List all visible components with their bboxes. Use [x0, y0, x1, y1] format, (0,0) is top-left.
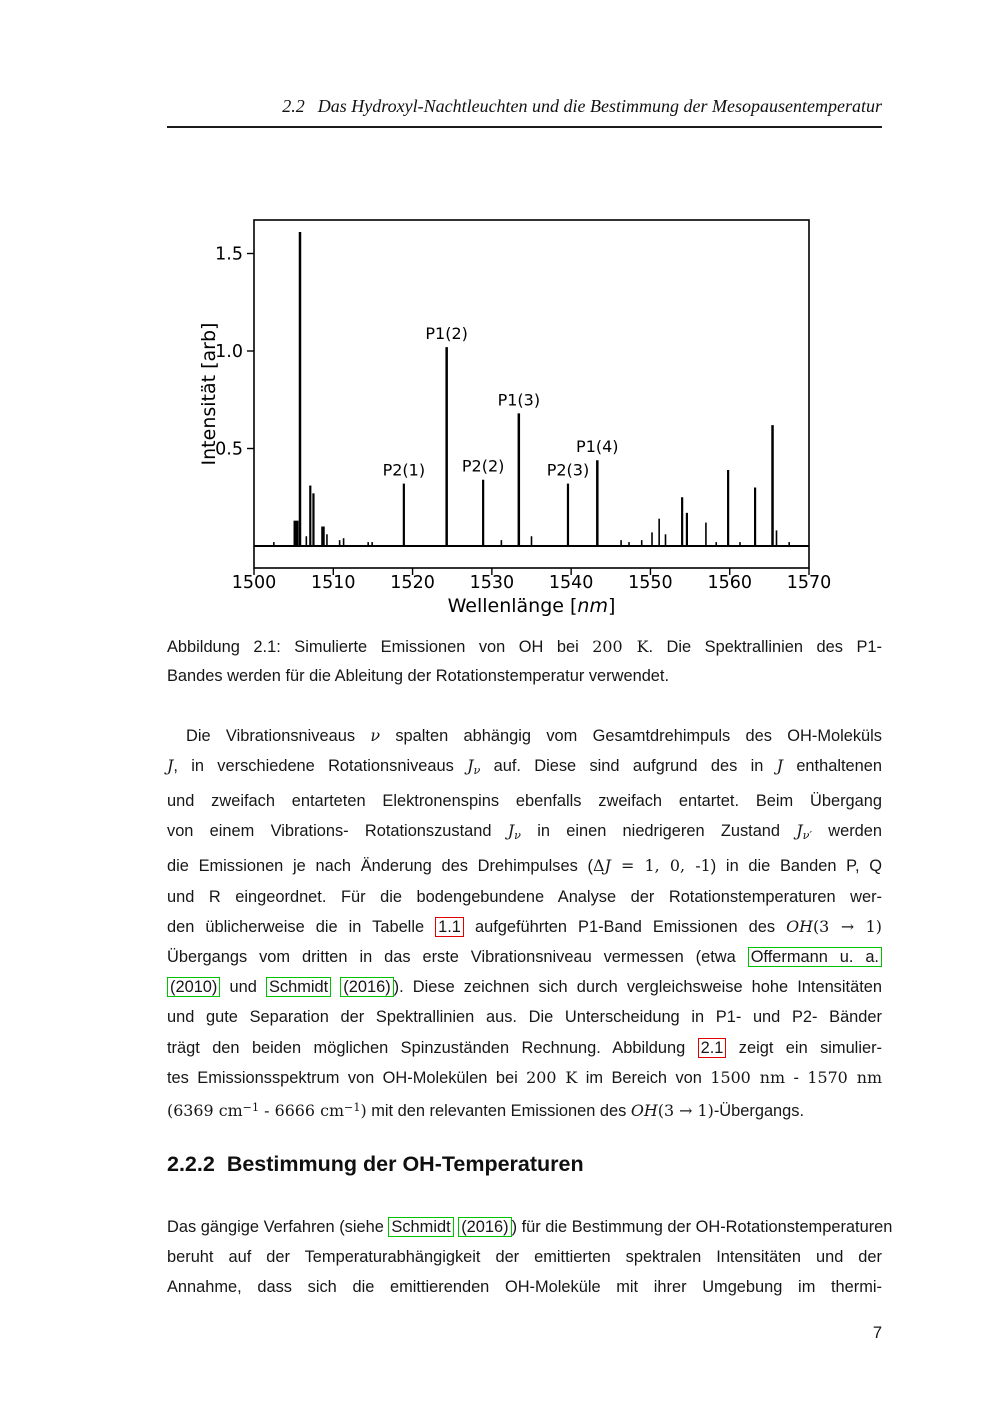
text-segment: ν′ [802, 829, 812, 843]
text-line [167, 632, 882, 662]
text-line [167, 942, 882, 972]
text-segment: werden [811, 822, 882, 841]
text-segment: ν [514, 829, 521, 843]
text-segment: J [796, 821, 803, 841]
text-segment: die Emissionen je nach Änderung des Drehimpulses ( [167, 857, 593, 876]
text-line [167, 751, 882, 786]
running-header-section-number: 2.2 [282, 96, 305, 116]
section-heading-title: Bestimmung der OH-Temperaturen [226, 1152, 584, 1176]
text-segment: ν [473, 763, 481, 777]
text-segment: Bandes werden für die Ableitung der Rotationstemperatur verwendet. [167, 667, 670, 685]
running-header [167, 96, 882, 117]
internal-reference-link[interactable]: 1.1 [435, 917, 464, 937]
peak-label: P1(3) [497, 390, 541, 410]
peak-label: P2(3) [546, 460, 590, 480]
x-axis-label: Wellenlänge [nm] [447, 595, 616, 617]
text-line [167, 816, 882, 851]
text-segment: in einen niedrigeren Zustand [520, 822, 797, 841]
text-segment: 1570 nm [807, 1067, 883, 1087]
page-number: 7 [872, 1324, 882, 1342]
y-tick-label: 1.5 [215, 244, 243, 265]
text-segment: ) [360, 1101, 367, 1121]
text-line [167, 1242, 882, 1272]
paragraph-1 [167, 721, 882, 1126]
text-segment: −1 [242, 1101, 260, 1114]
spectrum-chart-svg [180, 170, 840, 622]
text-segment: J [604, 856, 611, 876]
text-segment: ν [370, 726, 381, 745]
text-segment: 1500 nm [710, 1067, 786, 1087]
text-segment: - [785, 1068, 808, 1087]
internal-reference-link[interactable]: 2.1 [698, 1038, 727, 1058]
section-heading-number: 2.2.2 [167, 1152, 215, 1176]
text-line [167, 851, 882, 881]
text-segment: 200 K [526, 1067, 578, 1087]
text-segment: (6369 cm [167, 1101, 243, 1121]
section-heading [167, 1152, 882, 1177]
text-segment: enthaltenen [783, 757, 882, 776]
text-line [167, 972, 882, 1002]
citation-link[interactable]: Schmidt [388, 1217, 453, 1237]
x-tick-label: 1550 [628, 573, 673, 593]
citation-link[interactable]: Schmidt [266, 977, 331, 997]
peak-label: P1(2) [425, 324, 468, 344]
running-header-title: Das Hydroxyl-Nachtleuchten und die Bestimmung der Mesopausentemperatur [317, 96, 882, 116]
text-line [167, 1002, 882, 1032]
text-line [167, 1212, 893, 1242]
text-segment [331, 978, 340, 996]
y-tick-label: 1.0 [215, 342, 243, 362]
x-tick-label: 1560 [707, 573, 752, 593]
text-segment: und gute Separation der Spektrallinien aus. Die Unterscheidung in P1- und P2- Bänder [167, 1008, 882, 1027]
text-segment: und zweifach entarteten Elektronenspins ebenfalls zweifach entartet. Beim Übergang [167, 792, 882, 811]
text-segment: - 6666 cm [259, 1101, 345, 1121]
citation-link[interactable]: (2016) [340, 977, 393, 997]
text-segment: Die Vibrationsniveaus [186, 727, 371, 745]
text-segment: Annahme, dass sich die emittierenden OH-Moleküle mit ihrer Umgebung im thermi- [167, 1278, 882, 1297]
text-line [167, 1093, 882, 1126]
text-segment: Übergangs vom dritten in das erste Vibrationsniveau vermessen (etwa [167, 947, 748, 966]
text-line [167, 912, 882, 942]
x-tick-label: 1540 [548, 573, 594, 593]
text-segment: J [776, 756, 784, 776]
text-segment: OH [786, 916, 813, 936]
y-axis-label: Intensität [arb] [198, 322, 220, 466]
text-segment: mit den relevanten Emissionen des [366, 1102, 631, 1121]
text-line [167, 1063, 882, 1093]
text-segment: J [507, 821, 515, 841]
text-segment: ) in die Banden P, Q [710, 857, 882, 876]
text-line [167, 1033, 882, 1063]
x-tick-label: 1500 [231, 573, 277, 593]
text-segment: −1 [344, 1101, 361, 1114]
peak-label: P1(4) [576, 437, 619, 457]
text-line [167, 662, 882, 691]
text-segment: , in verschiedene Rotationsniveaus [173, 757, 468, 776]
text-segment: = 1, 0, -1 [610, 856, 711, 876]
text-segment: beruht auf der Temperaturabhängigkeit der emittierten spektralen Intensitäten und der [167, 1248, 882, 1267]
text-segment: Das gängige Verfahren (siehe [167, 1218, 389, 1236]
text-segment: auf. Diese sind aufgrund des in [480, 757, 777, 776]
text-segment: ). Diese zeichnen sich durch vergleichsweise hohe Intensitäten [393, 978, 882, 997]
x-tick-label: 1530 [469, 573, 515, 593]
peak-label: P2(2) [461, 456, 505, 476]
text-segment: (3 → 1) [657, 1101, 714, 1121]
header-rule [167, 126, 882, 128]
text-segment: Δ [592, 856, 605, 876]
peak-label: P2(1) [382, 460, 426, 480]
text-segment: zeigt ein simulier- [726, 1038, 882, 1057]
figure-spectrum [180, 170, 840, 627]
text-line [167, 882, 882, 912]
y-tick-label: 0.5 [215, 439, 243, 460]
text-segment: OH [630, 1101, 658, 1121]
text-segment: den üblicherweise die in Tabelle [167, 917, 436, 936]
text-segment: (3 → 1) [812, 916, 882, 936]
text-segment: spalten abhängig vom Gesamtdrehimpuls des OH-Moleküls [380, 727, 882, 745]
text-segment: von einem Vibrations- Rotationszustand [167, 822, 508, 841]
citation-link[interactable]: (2016) [458, 1217, 511, 1237]
figure-caption [167, 632, 882, 691]
text-segment: trägt den beiden möglichen Spinzuständen Rechnung. Abbildung [167, 1038, 698, 1057]
paragraph-2 [167, 1212, 893, 1303]
x-tick-label: 1510 [311, 573, 356, 593]
text-line [167, 1272, 882, 1302]
text-segment: tes Emissionsspektrum von OH-Molekülen bei [167, 1068, 527, 1087]
citation-link[interactable]: (2010) [167, 977, 220, 997]
text-segment: . Die Spektrallinien des P1- [648, 638, 882, 656]
citation-link[interactable]: Offermann u. a. [748, 947, 882, 967]
text-segment: aufgeführten P1-Band Emissionen des [463, 917, 787, 936]
text-segment: Abbildung 2.1: Simulierte Emissionen von OH bei [167, 638, 593, 656]
text-segment: ) für die Bestimmung der OH-Rotationstemperaturen [511, 1218, 893, 1236]
text-segment: und [220, 978, 266, 997]
x-tick-label: 1520 [390, 573, 435, 593]
text-line [167, 786, 882, 816]
text-line [167, 721, 882, 751]
text-segment: und R eingeordnet. Für die bodengebundene Analyse der Rotationstemperaturen wer- [167, 887, 882, 906]
text-segment: 200 K [592, 637, 649, 656]
text-segment: J [467, 756, 474, 776]
text-segment: J [167, 756, 174, 776]
x-tick-label: 1570 [786, 573, 832, 593]
text-segment: -Übergangs. [713, 1102, 805, 1121]
text-segment: im Bereich von [577, 1068, 711, 1087]
